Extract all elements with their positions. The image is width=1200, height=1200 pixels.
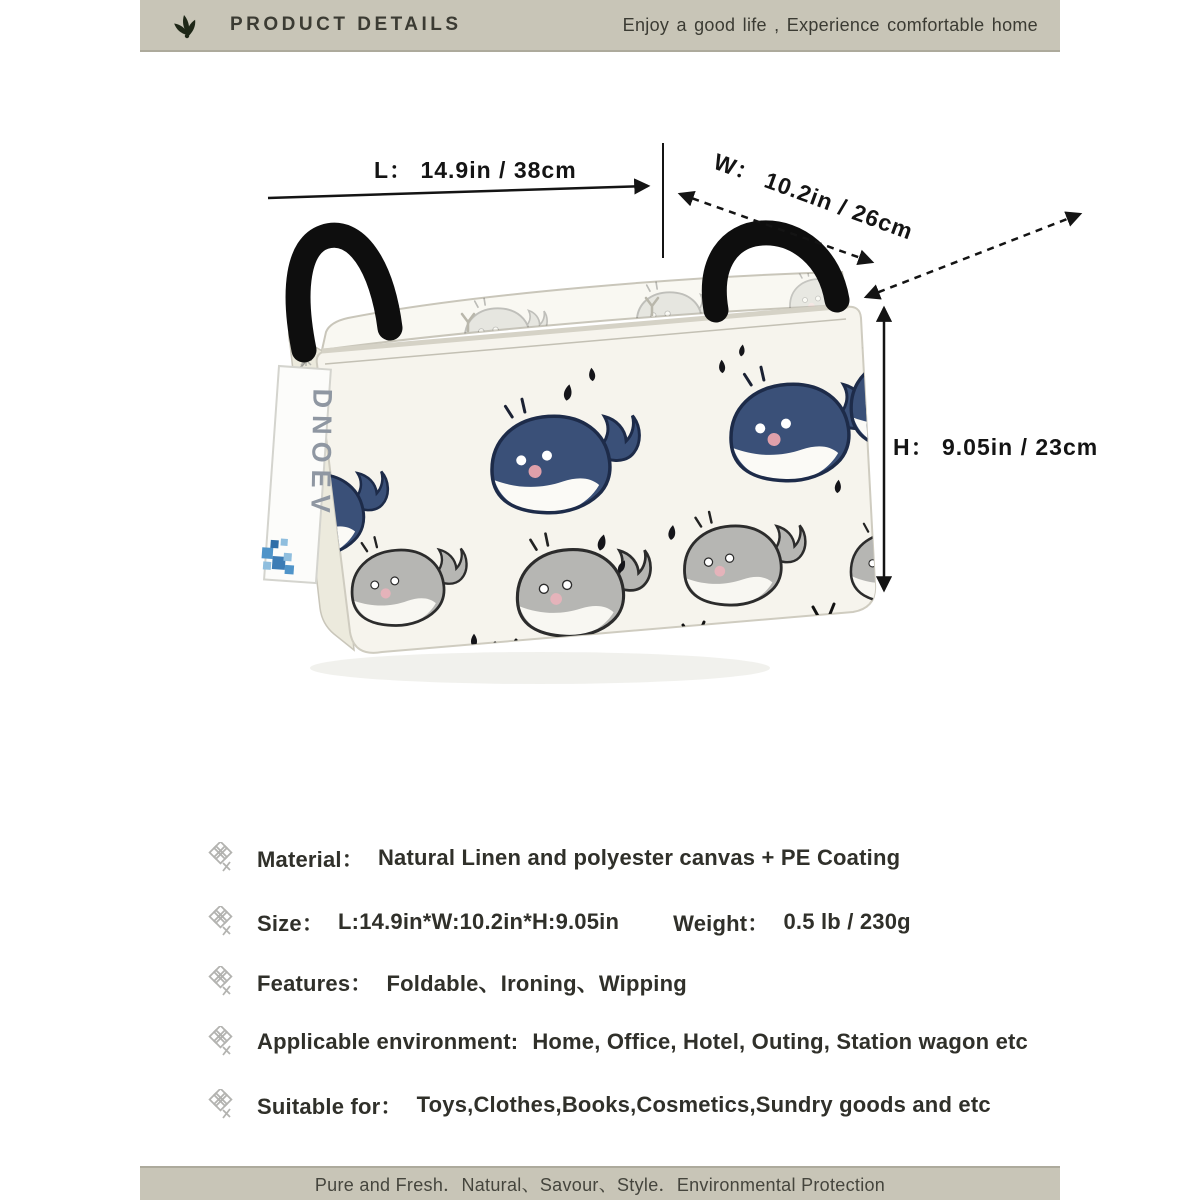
height-label: H： 9.05in / 23cm	[893, 434, 1099, 460]
spec-label: Size：	[257, 910, 325, 936]
spec-row-suitable	[206, 1087, 991, 1123]
brand-tag-text: DNOEV	[305, 388, 338, 520]
spec-label-weight: Weight：	[673, 910, 770, 936]
page-title: PRODUCT DETAILS	[230, 14, 462, 35]
storage-basket	[257, 233, 996, 694]
spec-label: Features：	[257, 970, 373, 996]
spec-row-size-weight	[206, 904, 911, 940]
diamond-bullet-icon	[206, 966, 235, 999]
spec-row-features	[206, 964, 687, 1000]
footer-slogan: Pure and Fresh．Natural、Savour、Style．Environmental Protection	[314, 1175, 886, 1195]
spec-label: Material：	[257, 846, 364, 872]
header-tagline: Enjoy a good life , Experience comfortable home	[622, 14, 1038, 35]
diamond-bullet-icon	[206, 1026, 235, 1059]
spec-value: Foldable、Ironing、Wipping	[386, 970, 687, 996]
spec-row-material	[206, 840, 900, 876]
basket-shadow	[310, 652, 770, 684]
diamond-bullet-icon	[206, 906, 235, 939]
length-label: L： 14.9in / 38cm	[374, 157, 577, 183]
spec-row-environment	[206, 1024, 1028, 1060]
length-dimension-line	[268, 186, 648, 198]
diamond-bullet-icon	[206, 842, 235, 875]
spec-label: Applicable environment:	[257, 1029, 519, 1054]
spec-value: Natural Linen and polyester canvas + PE Coating	[377, 845, 901, 870]
width-label: W： 10.2in / 26cm	[710, 148, 917, 245]
spec-value: Toys,Clothes,Books,Cosmetics,Sundry goods and etc	[416, 1092, 991, 1117]
spec-value-weight: 0.5 lb / 230g	[783, 909, 911, 934]
footer-bar	[140, 1166, 1060, 1200]
spec-label: Suitable for：	[257, 1093, 403, 1119]
diamond-bullet-icon	[206, 1089, 235, 1122]
spec-value: L:14.9in*W:10.2in*H:9.05in	[338, 909, 620, 934]
spec-value: Home, Office, Hotel, Outing, Station wagon etc	[532, 1029, 1028, 1054]
